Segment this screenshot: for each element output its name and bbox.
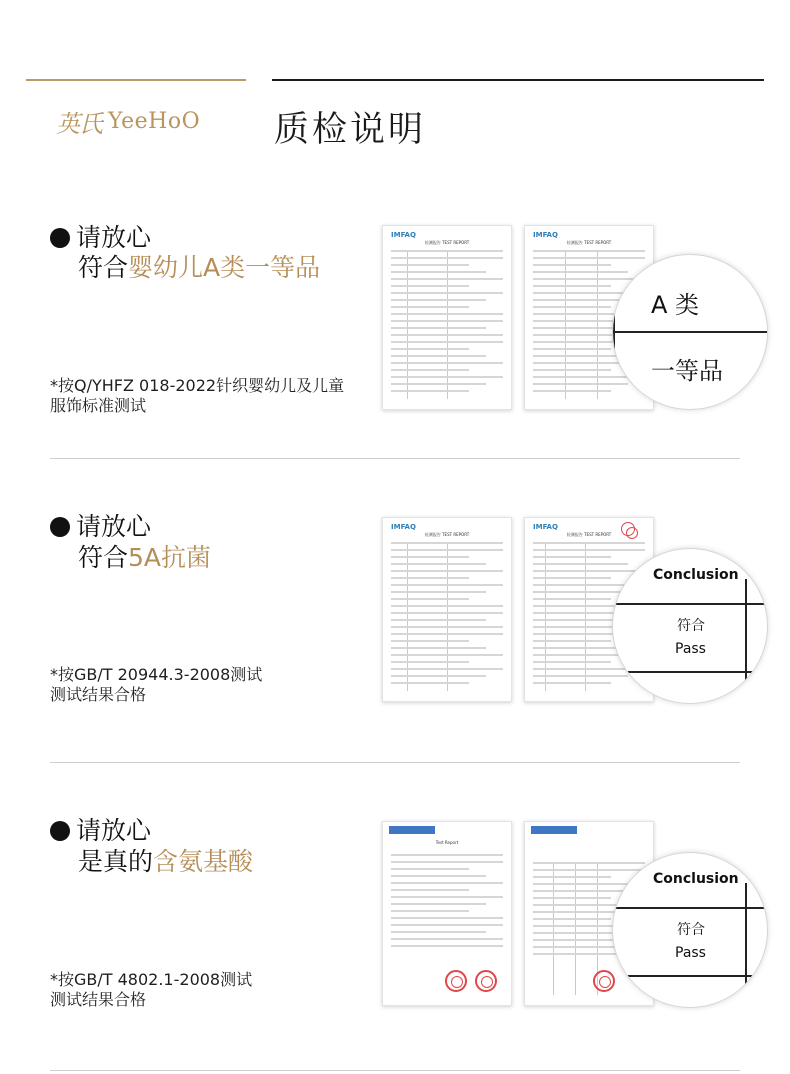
section-divider [50,1070,740,1071]
claim-prefix: 符合 [78,543,129,572]
report-caption: 检测报告 TEST REPORT [424,240,470,245]
bullet-dot-icon [50,821,70,841]
bullet-dot-icon [50,517,70,537]
report-header: IMFAQ [533,231,558,239]
section-heading [50,815,151,847]
magnified-grade-class: A 类 [651,291,700,319]
report-header: IMFAQ [391,523,416,531]
section-note: *按Q/YHFZ 018-2022针织婴幼儿及儿童服饰标准测试 [50,376,345,415]
claim-prefix: 符合 [78,253,129,282]
magnified-grade-level: 一等品 [651,357,723,385]
section-note: *按GB/T 20944.3-2008测试 测试结果合格 [50,665,263,704]
logo-mark: 英氏 [56,110,102,138]
claim-prefix: 是真的 [78,847,154,876]
report-header: IMFAQ [391,231,416,239]
lab-logo [389,826,435,834]
section-claim [78,542,211,574]
report-caption: 检测报告 TEST REPORT [424,532,470,537]
heading-text: 请放心 [76,816,152,845]
magnified-result-cn: 符合 [677,618,705,634]
heading-text: 请放心 [76,223,152,252]
magnified-result-cn: 符合 [677,922,705,938]
section-claim [78,846,253,878]
section-heading [50,511,151,543]
claim-highlight: 含氨基酸 [153,847,254,876]
report-header: IMFAQ [533,523,558,531]
magnifier-conclusion [612,548,768,704]
report-page-1 [382,517,512,702]
report-caption: 检测报告 TEST REPORT [566,240,612,245]
lab-logo [531,826,577,834]
magnifier-conclusion [612,852,768,1008]
magnified-conclusion-title: Conclusion [653,871,739,887]
claim-highlight: 5A抗菌 [128,543,212,572]
magnified-result-en: Pass [675,641,706,657]
certification-seal-icon [621,522,635,536]
report-caption: Test Report [435,840,459,845]
logo-text: YeeHoO [108,109,201,134]
section-note: *按GB/T 4802.1-2008测试 测试结果合格 [50,970,253,1009]
section-divider [50,458,740,459]
magnified-result-en: Pass [675,945,706,961]
report-page-1 [382,821,512,1006]
certification-seal-icon [475,970,497,992]
report-caption: 检测报告 TEST REPORT [566,532,612,537]
heading-text: 请放心 [76,512,152,541]
section-divider [50,762,740,763]
certification-seal-icon [593,970,615,992]
certification-seal-icon [445,970,467,992]
claim-highlight: 婴幼儿A类一等品 [128,253,321,282]
magnified-conclusion-title: Conclusion [653,567,739,583]
page-title: 质检说明 [274,110,427,150]
